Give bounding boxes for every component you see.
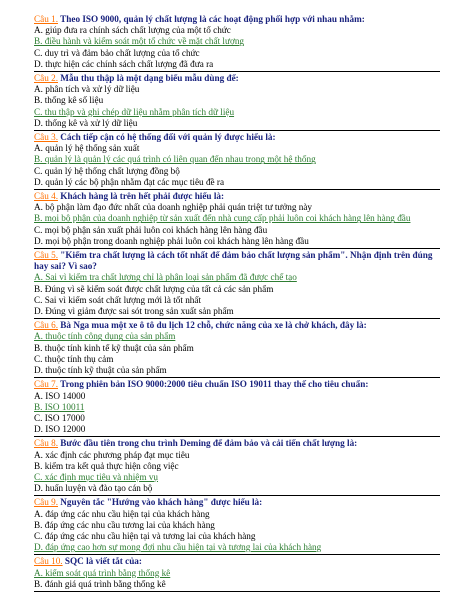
question-block [34, 14, 440, 72]
question-list [34, 14, 440, 592]
answer-option: B. thuộc tính kinh tế kỹ thuật của sản phẩm [34, 342, 194, 353]
question-text [34, 320, 440, 331]
question-block [34, 556, 440, 592]
answer-option: A. giúp đưa ra chính sách chất lượng của một tổ chức [34, 25, 231, 36]
answer-option-correct: A. Sai vì kiểm tra chất lượng chỉ là phân loại sản phẩm đã được chế tạo [34, 272, 297, 283]
answer-option: A. ISO 14000 [34, 390, 86, 401]
answer-option: D. ISO 12000 [34, 424, 86, 435]
answer-option: D. thực hiện các chính sách chất lượng đã đưa ra [34, 58, 214, 69]
answer-option: C. duy trì và đảm bảo chất lượng của tổ chức [34, 47, 200, 58]
question-stem: Trong phiên bản ISO 9000:2000 tiêu chuẩn ISO 19011 thay thế cho tiêu chuẩn: [60, 379, 369, 390]
answer-option: A. quản lý hệ thống sản xuất [34, 143, 140, 154]
question-number: Câu 10. [34, 556, 63, 567]
answer-option: D. quản lý các bộ phận nhằm đạt các mục tiêu đề ra [34, 176, 225, 187]
answer-option-correct: C. xác định mục tiêu và nhiệm vụ [34, 471, 159, 482]
question-stem: Bước đầu tiên trong chu trình Deming để đảm bảo và cải tiến chất lượng là: [60, 438, 358, 449]
question-text [34, 73, 440, 84]
answer-option: C. ISO 17000 [34, 412, 85, 423]
answer-option: C. đáp ứng các nhu cầu hiện tại và tương lai của khách hàng [34, 530, 256, 541]
question-text [34, 556, 440, 567]
answer-option: A. đáp ứng các nhu cầu hiện tại của khách hàng [34, 508, 210, 519]
question-text [34, 191, 440, 202]
question-text [34, 250, 440, 272]
question-text [34, 132, 440, 143]
question-number: Câu 1. [34, 14, 58, 24]
question-number: Câu 4. [34, 191, 58, 202]
question-block [34, 191, 440, 249]
answer-option-correct: B. điều hành và kiểm soát một tổ chức về mặt chất lượng [34, 36, 245, 47]
question-block [34, 250, 440, 319]
question-block [34, 497, 440, 555]
answer-option: B. kiểm tra kết quả thực hiện công việc [34, 460, 179, 471]
answer-option: C. mọi bộ phận sản xuất phải luôn coi khách hàng lên hàng đầu [34, 224, 268, 235]
question-stem: Theo ISO 9000, quản lý chất lượng là các hoạt động phối hợp với nhau nhằm: [60, 14, 365, 24]
question-number: Câu 6. [34, 320, 58, 331]
question-stem: Bà Nga mua một xe ô tô du lịch 12 chỗ, chức năng của xe là chở khách, đây là: [60, 320, 367, 331]
answer-option: A. bộ phận làm đạo đức nhất của doanh nghiệp phải quán triệt tư tưởng này [34, 202, 312, 213]
answer-option: C. thuộc tính thụ cảm [34, 353, 114, 364]
question-stem: Nguyên tắc "Hướng vào khách hàng" được hiểu là: [60, 497, 263, 508]
question-block [34, 132, 440, 190]
question-block [34, 320, 440, 378]
answer-option-correct: B. ISO 10011 [34, 401, 85, 412]
question-number: Câu 8. [34, 438, 58, 449]
answer-option: B. Đúng vì sẽ kiểm soát được chất lượng của tất cả các sản phẩm [34, 283, 274, 294]
answer-option-correct: B. quản lý là quản lý các quá trình có liên quan đến nhau trong một hệ thống [34, 154, 316, 165]
question-stem: "Kiểm tra chất lượng là cách tốt nhất để đảm bảo chất lượng sản phẩm". Nhận định trên đúng hay sai? Vì sao? [34, 250, 433, 272]
question-block [34, 379, 440, 437]
answer-option-correct: B. mọi bộ phận của doanh nghiệp từ sản xuất đến nhà cung cấp phải luôn coi khách hàng lên hàng đầu [34, 213, 411, 224]
answer-option-correct: A. thuộc tính công dụng của sản phẩm [34, 331, 176, 342]
question-number: Câu 9. [34, 497, 58, 508]
answer-option: A. phân tích và xử lý dữ liệu [34, 84, 140, 95]
answer-option: B. thống kê số liệu [34, 95, 104, 106]
question-stem: Mẫu thu thập là một dạng biểu mẫu dùng để: [60, 73, 239, 84]
answer-option: D. thuộc tính kỹ thuật của sản phẩm [34, 365, 167, 376]
question-text [34, 438, 440, 449]
answer-option: B. đánh giá quá trình bằng thống kê [34, 578, 166, 589]
answer-option: D. Đúng vì giảm được sai sót trong sản xuất sản phẩm [34, 306, 234, 317]
question-number: Câu 7. [34, 379, 58, 390]
question-stem: Cách tiếp cận có hệ thống đối với quản lý được hiểu là: [60, 132, 276, 143]
answer-option: A. xác định các phương pháp đạt mục tiêu [34, 449, 190, 460]
answer-option: D. thống kê và xử lý dữ liệu [34, 117, 138, 128]
answer-option-correct: D. đáp ứng cao hơn sự mong đợi nhu cầu hiện tại và tương lai của khách hàng [34, 542, 322, 553]
answer-option: D. huấn luyện và đào tạo cán bộ [34, 483, 153, 494]
answer-option-correct: A. kiểm soát quá trình bằng thống kê [34, 567, 171, 578]
answer-option-correct: C. thu thập và ghi chép dữ liệu nhằm phân tích dữ liệu [34, 106, 235, 117]
question-stem: Khách hàng là trên hết phải được hiểu là: [60, 191, 225, 202]
question-stem: SQC là viết tắt của: [64, 556, 142, 567]
question-block [34, 438, 440, 496]
answer-option: B. đáp ứng các nhu cầu tương lai của khách hàng [34, 519, 215, 530]
answer-option: C. quản lý hệ thống chất lượng đồng bộ [34, 165, 180, 176]
answer-option: C. Sai vì kiểm soát chất lượng mới là tốt nhất [34, 294, 202, 305]
question-number: Câu 5. [34, 250, 58, 261]
question-block [34, 73, 440, 131]
question-text [34, 497, 440, 508]
question-text [34, 14, 440, 25]
question-number: Câu 2. [34, 73, 58, 84]
question-text [34, 379, 440, 390]
question-number: Câu 3. [34, 132, 58, 143]
answer-option: D. mọi bộ phận trong doanh nghiệp phải luôn coi khách hàng lên hàng đầu [34, 235, 309, 246]
